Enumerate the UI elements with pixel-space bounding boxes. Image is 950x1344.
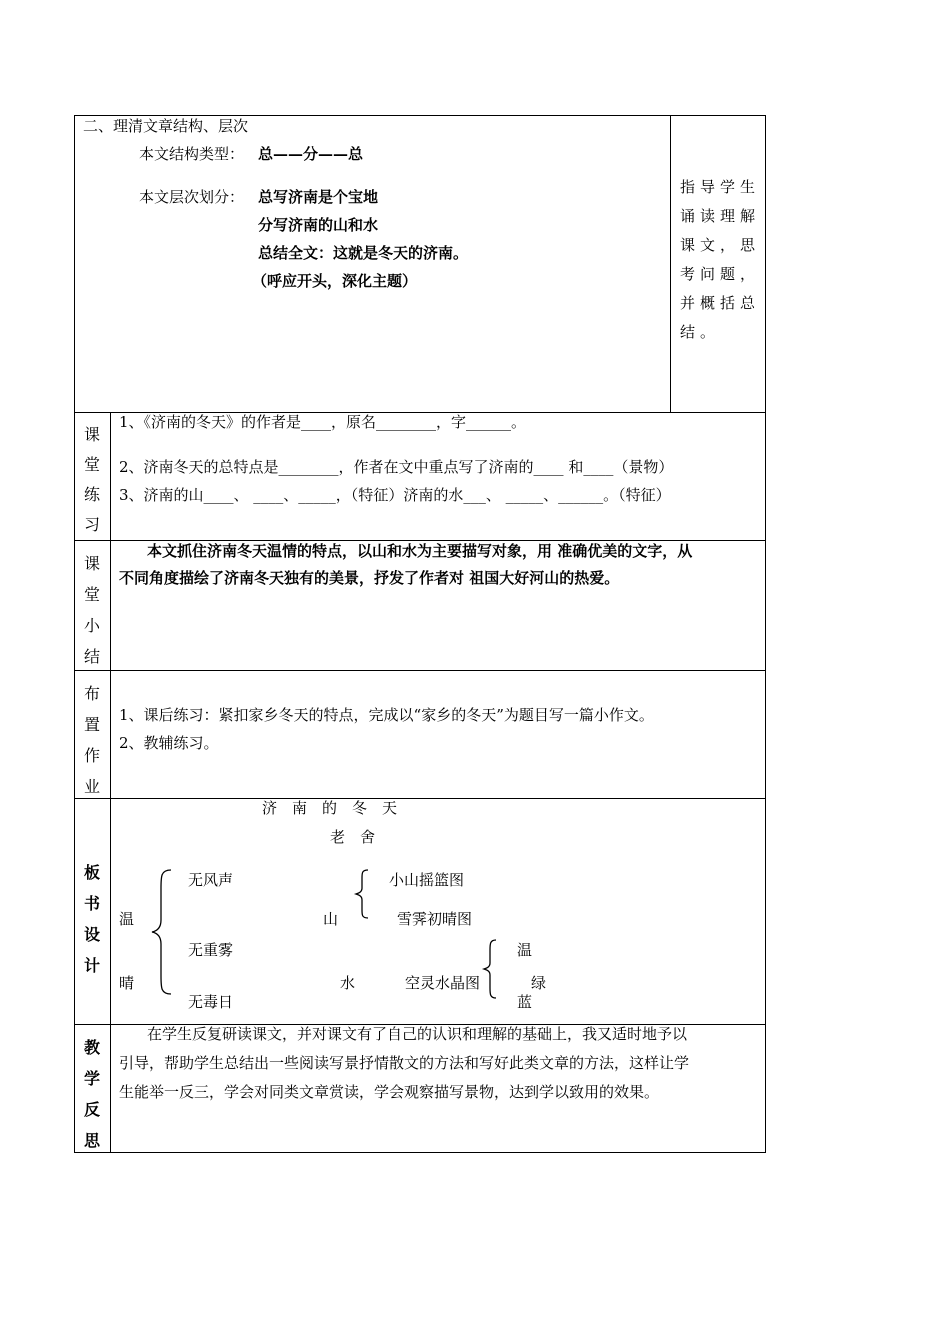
reflection-text bbox=[119, 1020, 689, 1107]
structure-type-label: 本文结构类型： bbox=[139, 145, 245, 163]
structure-level-1: 总写济南是个宝地 bbox=[258, 188, 379, 206]
board-label: 板 书 设 计 bbox=[83, 863, 100, 975]
reflection-line-1: 在学生反复研读课文，并对课文有了自己的认识和理解的基础上，我又适时地予以 bbox=[147, 1025, 688, 1043]
side-note-line: 诵读理解 bbox=[680, 207, 761, 225]
board-color-blue: 蓝 bbox=[517, 993, 533, 1011]
board-mountain-cradle: 小山摇篮图 bbox=[389, 871, 465, 889]
board-no-wind: 无风声 bbox=[188, 871, 234, 889]
board-mountain: 山 bbox=[323, 910, 339, 928]
left-brace-icon bbox=[149, 868, 175, 996]
board-no-fog: 无重雾 bbox=[188, 941, 234, 959]
side-note-line: 课文，思 bbox=[680, 236, 761, 254]
board-water: 水 bbox=[340, 974, 356, 992]
board-author: 老 舍 bbox=[330, 828, 376, 846]
reflection-line-2: 引导，帮助学生总结出一些阅读写景抒情散文的方法和写好此类文章的方法，这样让学 bbox=[119, 1054, 690, 1072]
side-note bbox=[680, 173, 762, 347]
side-note-line: 考问题， bbox=[680, 265, 761, 283]
water-brace-icon bbox=[480, 938, 500, 1000]
board-color-green: 绿 bbox=[531, 974, 547, 992]
board-title: 济 南 的 冬 天 bbox=[262, 799, 398, 817]
homework-label: 布 置 作 业 bbox=[83, 684, 100, 796]
practice-question-3: 3、济南的山____、 ____、_____，（特征）济南的水___、 _____、______。（特征） bbox=[119, 486, 671, 504]
practice-label: 课 堂 练 习 bbox=[83, 425, 100, 534]
reflection-line-3: 生能举一反三，学会对同类文章赏读，学会观察描写景物，达到学以致用的效果。 bbox=[119, 1083, 660, 1101]
reflection-label: 教 学 反 思 bbox=[83, 1038, 100, 1150]
side-note-line: 结。 bbox=[680, 323, 721, 341]
summary-line-2: 不同角度描绘了济南冬天独有的美景，抒发了作者对 祖国大好河山的热爱。 bbox=[119, 569, 620, 587]
structure-level-label: 本文层次划分： bbox=[139, 188, 245, 206]
board-left-sunny: 晴 bbox=[119, 974, 135, 992]
structure-level-2: 分写济南的山和水 bbox=[258, 216, 379, 234]
summary-line-1: 本文抓住济南冬天温情的特点，以山和水为主要描写对象，用 准确优美的文字，从 bbox=[147, 542, 693, 560]
mountain-brace-icon bbox=[352, 868, 372, 920]
homework-item-1: 1、课后练习：紧扣家乡冬天的特点，完成以“家乡的冬天”为题目写一篇小作文。 bbox=[119, 706, 654, 724]
board-no-sun: 无毒日 bbox=[188, 993, 234, 1011]
homework-item-2: 2、教辅练习。 bbox=[119, 734, 219, 752]
structure-level-4: （呼应开头，深化主题） bbox=[252, 272, 418, 290]
summary-label: 课 堂 小 结 bbox=[83, 554, 100, 666]
practice-question-2: 2、济南冬天的总特点是________，作者在文中重点写了济南的____ 和____（景物） bbox=[119, 458, 674, 476]
side-note-line: 并概括总 bbox=[680, 294, 761, 312]
side-note-line: 指导学生 bbox=[680, 178, 761, 196]
board-mountain-snow: 雪霁初晴图 bbox=[397, 910, 473, 928]
structure-level-3: 总结全文：这就是冬天的济南。 bbox=[258, 244, 469, 262]
board-water-crystal: 空灵水晶图 bbox=[405, 974, 481, 992]
board-left-warm: 温 bbox=[119, 910, 135, 928]
structure-heading: 二、理清文章结构、层次 bbox=[83, 117, 249, 135]
practice-question-1: 1、《济南的冬天》的作者是____，原名________，字______。 bbox=[119, 413, 527, 431]
structure-type-value: 总——分——总 bbox=[258, 145, 364, 163]
board-color-warm: 温 bbox=[517, 941, 533, 959]
